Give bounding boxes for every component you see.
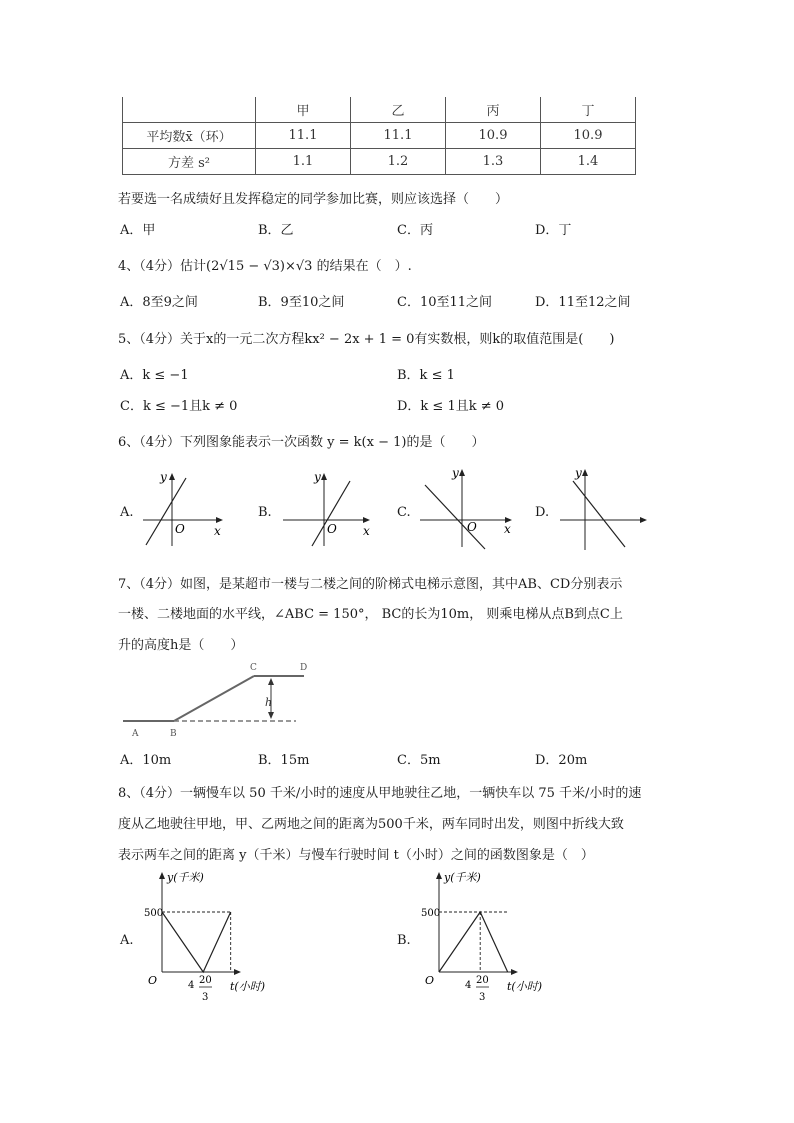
y-label: y [575, 466, 582, 480]
q8-line-1: 8、（4分）一辆慢车以 50 千米/小时的速度从甲地驶往乙地，一辆快车以 75 千米/小时的速 [118, 786, 642, 801]
escalator-line [174, 676, 254, 721]
x-axis-label: t(小时) [230, 980, 266, 993]
y-axis-arrow [582, 469, 588, 476]
table-row-label: 平均数x̄（环） [123, 123, 256, 149]
table-cell: 11.1 [256, 123, 351, 149]
y-label: y [314, 470, 321, 484]
table-cell: 1.1 [256, 149, 351, 175]
q6-graph-b[interactable] [278, 468, 378, 553]
q6-graph-a[interactable] [138, 468, 233, 553]
function-line [312, 481, 350, 546]
table-row-label: 方差 s² [123, 149, 256, 175]
origin-label: O [425, 974, 435, 987]
q4-option-c[interactable]: C．10至11之间 [397, 295, 493, 310]
q5-option-b[interactable]: B．k ≤ 1 [397, 368, 455, 383]
function-line [573, 481, 625, 547]
q6-option-c-letter[interactable]: C. [397, 505, 411, 520]
table-header-cell: 丙 [446, 97, 541, 123]
origin-label: O [148, 974, 158, 987]
q7-line-3: 升的高度h是（ ） [118, 638, 244, 653]
y-axis-arrow [459, 469, 465, 476]
x-label: x [504, 522, 511, 536]
y-tick-500: 500 [421, 908, 441, 919]
height-arrow-down [268, 712, 274, 719]
table-header-cell: 丁 [541, 97, 636, 123]
point-a-label: A [132, 729, 139, 739]
x-tick-4: 4 [465, 980, 472, 991]
q6-prompt: 6、（4分）下列图象能表示一次函数 y = k(x − 1)的是（ ） [118, 435, 485, 450]
x-axis-arrow [640, 517, 647, 523]
q4-prompt: 4、（4分）估计(2√15 − √3)×√3 的结果在（ ）. [118, 259, 412, 274]
x-tick-3: 3 [479, 992, 486, 1003]
x-label: x [363, 524, 370, 538]
x-tick-20: 20 [476, 975, 489, 986]
x-axis-arrow [234, 969, 241, 975]
table-cell: 10.9 [541, 123, 636, 149]
table-cell: 1.2 [351, 149, 446, 175]
q7-line-2: 一楼、二楼地面的水平线，∠ABC = 150°， BC的长为10m， 则乘电梯从点B到点C上 [118, 607, 623, 622]
y-axis-arrow [169, 473, 175, 480]
q6-option-d-letter[interactable]: D. [535, 505, 550, 520]
y-tick-500: 500 [144, 908, 164, 919]
x-axis-arrow [216, 517, 223, 523]
table-header-row [123, 97, 636, 123]
y-axis-arrow [436, 872, 442, 879]
origin-label: O [175, 522, 185, 536]
q4-option-d[interactable]: D．11至12之间 [535, 295, 631, 310]
table-cell: 11.1 [351, 123, 446, 149]
x-tick-4: 4 [188, 980, 195, 991]
q8-graph-a[interactable] [140, 866, 280, 1011]
q4-option-a[interactable]: A．8至9之间 [120, 295, 198, 310]
y-axis-label: y(千米) [167, 871, 204, 884]
q7-escalator-figure [120, 660, 320, 742]
q5-prompt: 5、（4分）关于x的一元二次方程kx² − 2x + 1 = 0有实数根，则k的取值范围是( ) [118, 332, 615, 347]
q6-graph-c[interactable] [415, 465, 520, 553]
q6-option-a-letter[interactable]: A. [120, 505, 134, 520]
point-c-label: C [250, 663, 257, 673]
table-row [123, 149, 636, 175]
q6-option-b-letter[interactable]: B. [258, 505, 272, 520]
q8-graph-b[interactable] [417, 866, 557, 1011]
height-arrow-up [268, 678, 274, 685]
origin-label: O [327, 522, 337, 536]
q8-line-3: 表示两车之间的距离 y（千米）与慢车行驶时间 t（小时）之间的函数图象是（ ） [118, 848, 594, 863]
q7-option-d[interactable]: D．20m [535, 753, 588, 768]
q5-option-a[interactable]: A．k ≤ −1 [120, 368, 189, 383]
x-tick-3: 3 [202, 992, 209, 1003]
function-polyline [439, 912, 508, 972]
h-label: h [265, 696, 273, 709]
q8-line-2: 度从乙地驶往甲地，甲、乙两地之间的距离为500千米，两车同时出发，则图中折线大致 [118, 817, 624, 832]
x-tick-20: 20 [199, 975, 212, 986]
y-label: y [452, 466, 459, 480]
q4-option-b[interactable]: B．9至10之间 [258, 295, 345, 310]
stats-table [122, 97, 636, 175]
y-label: y [160, 470, 167, 484]
table-cell: 10.9 [446, 123, 541, 149]
x-axis-arrow [511, 969, 518, 975]
table-header-cell: 甲 [256, 97, 351, 123]
q8-option-b-letter[interactable]: B. [397, 933, 411, 948]
x-axis-arrow [363, 517, 370, 523]
q7-line-1: 7、（4分）如图，是某超市一楼与二楼之间的阶梯式电梯示意图，其中AB、CD分别表示 [118, 577, 623, 592]
q7-option-a[interactable]: A．10m [120, 753, 172, 768]
q5-option-c[interactable]: C．k ≤ −1且k ≠ 0 [120, 399, 238, 414]
x-label: x [214, 524, 221, 538]
x-axis-label: t(小时) [507, 980, 543, 993]
table-row [123, 123, 636, 149]
table-header-cell [123, 97, 256, 123]
q5-option-d[interactable]: D．k ≤ 1且k ≠ 0 [397, 399, 505, 414]
origin-label: O [467, 520, 477, 534]
y-axis-label: y(千米) [444, 871, 481, 884]
table-cell: 1.3 [446, 149, 541, 175]
function-line [425, 485, 485, 549]
point-d-label: D [300, 663, 308, 673]
q3-option-c[interactable]: C．丙 [397, 223, 433, 238]
q6-graph-d[interactable] [555, 465, 655, 555]
q8-option-a-letter[interactable]: A. [120, 933, 134, 948]
table-header-cell: 乙 [351, 97, 446, 123]
q3-option-d[interactable]: D．丁 [535, 223, 572, 238]
q3-prompt: 若要选一名成绩好且发挥稳定的同学参加比赛，则应该选择（ ） [118, 192, 509, 207]
point-b-label: B [170, 729, 177, 739]
table-cell: 1.4 [541, 149, 636, 175]
q7-option-c[interactable]: C．5m [397, 753, 441, 768]
function-polyline [162, 912, 231, 972]
q3-option-b[interactable]: B．乙 [258, 223, 294, 238]
y-axis-arrow [321, 473, 327, 480]
y-axis-arrow [159, 872, 165, 879]
q7-option-b[interactable]: B．15m [258, 753, 310, 768]
q3-option-a[interactable]: A．甲 [120, 223, 156, 238]
